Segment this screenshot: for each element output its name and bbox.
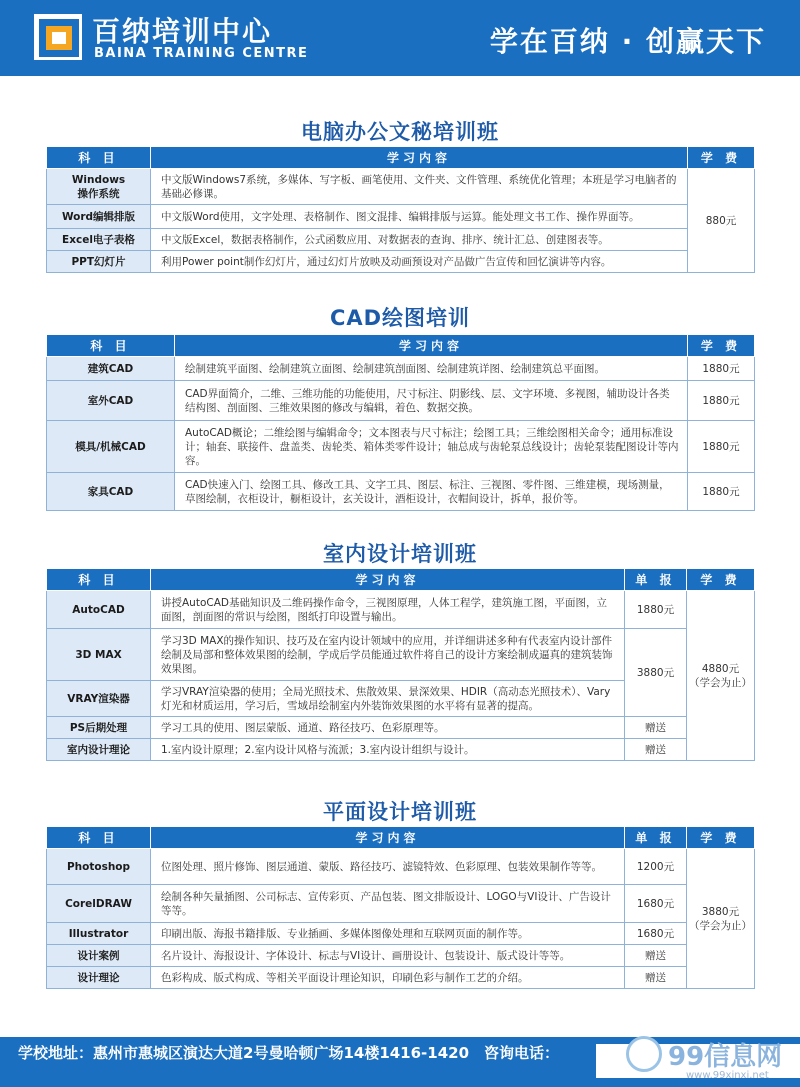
- header-subject: 科 目: [47, 569, 151, 591]
- header-subject: 科 目: [47, 335, 175, 357]
- section-title-interior: 室内设计培训班: [323, 542, 477, 566]
- content-cell: 中文版Windows7系统，多媒体、写字板、画笔使用、文件夹、文件管理、系统优化管理；本班是学习电脑者的基础必修课。: [151, 169, 688, 205]
- watermark-circle-icon: [626, 1036, 662, 1072]
- subject-cell: PS后期处理: [47, 717, 151, 739]
- cad-course-table: [46, 334, 755, 511]
- table-row: [47, 739, 755, 761]
- page-header: [0, 0, 800, 76]
- header-fee: 学 费: [688, 147, 755, 169]
- fee-cell: 3880元 （学会为止）: [687, 849, 755, 989]
- unit-price-cell: 赠送: [625, 967, 687, 989]
- interior-course-table: [46, 568, 755, 761]
- unit-price-cell: 1880元: [625, 591, 687, 629]
- subject-cell: 建筑CAD: [47, 357, 175, 381]
- office-course-table: [46, 146, 755, 273]
- header-subject: 科 目: [47, 827, 151, 849]
- header-content: 学习内容: [151, 569, 625, 591]
- content-cell: 学习VRAY渲染器的使用；全局光照技术、焦散效果、景深效果、HDIR（高动态光照技术）、Vary灯光和材质运用，学习后，雪域昂绘制室内外装饰效果图的水平将有显著的提高。: [151, 681, 625, 717]
- content-cell: 讲授AutoCAD基础知识及二维码操作命令，三视图原理，人体工程学，建筑施工图，平面图，立面图，剖面图的常识与绘图，图纸打印设置与输出。: [151, 591, 625, 629]
- table-row: [47, 357, 755, 381]
- header-fee: 学 费: [687, 827, 755, 849]
- watermark-url: www.99xinxi.net: [686, 1070, 769, 1081]
- header-unit: 单 报: [625, 569, 687, 591]
- table-header-row: [47, 147, 755, 169]
- table-row: [47, 251, 755, 273]
- content-cell: 色彩构成、版式构成、等相关平面设计理论知识，印刷色彩与制作工艺的介绍。: [151, 967, 625, 989]
- unit-price-cell: 赠送: [625, 717, 687, 739]
- section-title-graphic: 平面设计培训班: [323, 800, 477, 824]
- unit-price-cell: 1680元: [625, 885, 687, 923]
- subject-cell: Windows 操作系统: [47, 169, 151, 205]
- table-row: [47, 923, 755, 945]
- header-fee: 学 费: [687, 569, 755, 591]
- unit-price-cell: 1680元: [625, 923, 687, 945]
- table-row: [47, 205, 755, 229]
- subject-cell: 3D MAX: [47, 629, 151, 681]
- subject-cell: 设计案例: [47, 945, 151, 967]
- table-row: [47, 717, 755, 739]
- table-header-row: [47, 827, 755, 849]
- content-cell: AutoCAD概论；二维绘图与编辑命令；文本图表与尺寸标注；绘图工具；三维绘图相关命令；通用标准设计；轴套、联接件、盘盖类、齿轮类、箱体类零件设计；轴总成与齿轮泵总线设计；齿轮泵装配图设计等内容。: [175, 421, 688, 473]
- table-row: [47, 885, 755, 923]
- watermark-site-name: 99信息网: [668, 1042, 783, 1072]
- site-watermark: [622, 1030, 800, 1087]
- brand-name-cn: 百纳培训中心: [92, 15, 273, 48]
- content-cell: 绘制建筑平面图、绘制建筑立面图、绘制建筑剖面图、绘制建筑详图、绘制建筑总平面图。: [175, 357, 688, 381]
- fee-cell: 880元: [688, 169, 755, 273]
- table-row: [47, 229, 755, 251]
- subject-cell: 室外CAD: [47, 381, 175, 421]
- table-row: [47, 473, 755, 511]
- subject-cell: 室内设计理论: [47, 739, 151, 761]
- table-row: [47, 629, 755, 681]
- school-address: 学校地址：惠州市惠城区演达大道2号曼哈顿广场14楼1416-1420 咨询电话：: [18, 1044, 560, 1062]
- content-cell: 位图处理、照片修饰、图层通道、蒙版、路径技巧、滤镜特效、色彩原理、包装效果制作等等。: [151, 849, 625, 885]
- unit-price-cell: 1200元: [625, 849, 687, 885]
- slogan: 学在百纳 · 创赢天下: [489, 25, 766, 58]
- table-row: [47, 169, 755, 205]
- table-row: [47, 849, 755, 885]
- content-cell: CAD界面简介，二维、三维功能的功能使用，尺寸标注、阴影线、层、文字环境、多视图，辅助设计各类结构图、剖面图、三维效果图的修改与编辑，着色、数据交换。: [175, 381, 688, 421]
- table-row: [47, 421, 755, 473]
- subject-cell: 设计理论: [47, 967, 151, 989]
- content-cell: CAD快速入门、绘图工具、修改工具、文字工具、图层、标注、三视图、零件图、三维建模，现场测量，草图绘制，衣柜设计，橱柜设计，玄关设计，酒柜设计，衣帽间设计，拆单，报价等。: [175, 473, 688, 511]
- unit-price-cell: 赠送: [625, 945, 687, 967]
- header-content: 学习内容: [151, 147, 688, 169]
- content-cell: 利用Power point制作幻灯片，通过幻灯片放映及动画预设对产品做广告宣传和回忆演讲等内容。: [151, 251, 688, 273]
- subject-cell: PPT幻灯片: [47, 251, 151, 273]
- fee-cell: 1880元: [688, 421, 755, 473]
- table-header-row: [47, 335, 755, 357]
- baina-logo-icon: [34, 14, 82, 60]
- subject-cell: 家具CAD: [47, 473, 175, 511]
- header-subject: 科 目: [47, 147, 151, 169]
- fee-cell: 1880元: [688, 357, 755, 381]
- fee-cell: 1880元: [688, 381, 755, 421]
- content-cell: 中文版Excel，数据表格制作，公式函数应用、对数据表的查询、排序、统计汇总、创建图表等。: [151, 229, 688, 251]
- content-cell: 学习3D MAX的操作知识、技巧及在室内设计领域中的应用，并详细讲述多种有代表室内设计部件绘制及局部和整体效果图的绘制，学成后学员能通过软件将自己的设计方案绘制成逼真的建筑装饰效果图。: [151, 629, 625, 681]
- fee-cell: 1880元: [688, 473, 755, 511]
- fee-cell: 4880元 （学会为止）: [687, 591, 755, 761]
- header-fee: 学 费: [688, 335, 755, 357]
- subject-cell: 模具/机械CAD: [47, 421, 175, 473]
- section-title-office: 电脑办公文秘培训班: [301, 120, 499, 144]
- subject-cell: Excel电子表格: [47, 229, 151, 251]
- unit-price-cell: 赠送: [625, 739, 687, 761]
- brand-name-en: BAINA TRAINING CENTRE: [94, 46, 309, 61]
- content-cell: 学习工具的使用、图层蒙版、通道、路径技巧、色彩原理等。: [151, 717, 625, 739]
- subject-cell: VRAY渲染器: [47, 681, 151, 717]
- content-cell: 绘制各种矢量插图、公司标志、宣传彩页、产品包装、图文排版设计、LOGO与VI设计、广告设计等等。: [151, 885, 625, 923]
- table-header-row: [47, 569, 755, 591]
- subject-cell: CorelDRAW: [47, 885, 151, 923]
- subject-cell: Illustrator: [47, 923, 151, 945]
- table-row: [47, 591, 755, 629]
- subject-cell: Word编辑排版: [47, 205, 151, 229]
- section-title-cad: CAD绘图培训: [329, 306, 471, 330]
- table-row: [47, 381, 755, 421]
- content-cell: 名片设计、海报设计、字体设计、标志与VI设计、画册设计、包装设计、版式设计等等。: [151, 945, 625, 967]
- subject-cell: Photoshop: [47, 849, 151, 885]
- content-cell: 1.室内设计原理；2.室内设计风格与流派；3.室内设计组织与设计。: [151, 739, 625, 761]
- unit-price-cell: 3880元: [625, 629, 687, 717]
- header-content: 学习内容: [175, 335, 688, 357]
- table-row: [47, 967, 755, 989]
- content-cell: 中文版Word使用，文字处理、表格制作、图文混排、编辑排版与运算。能处理文书工作、操作界面等。: [151, 205, 688, 229]
- subject-cell: AutoCAD: [47, 591, 151, 629]
- header-content: 学习内容: [151, 827, 625, 849]
- header-unit: 单 报: [625, 827, 687, 849]
- content-cell: 印刷出版、海报书籍排版、专业插画、多媒体图像处理和互联网页面的制作等。: [151, 923, 625, 945]
- table-row: [47, 945, 755, 967]
- graphic-course-table: [46, 826, 755, 989]
